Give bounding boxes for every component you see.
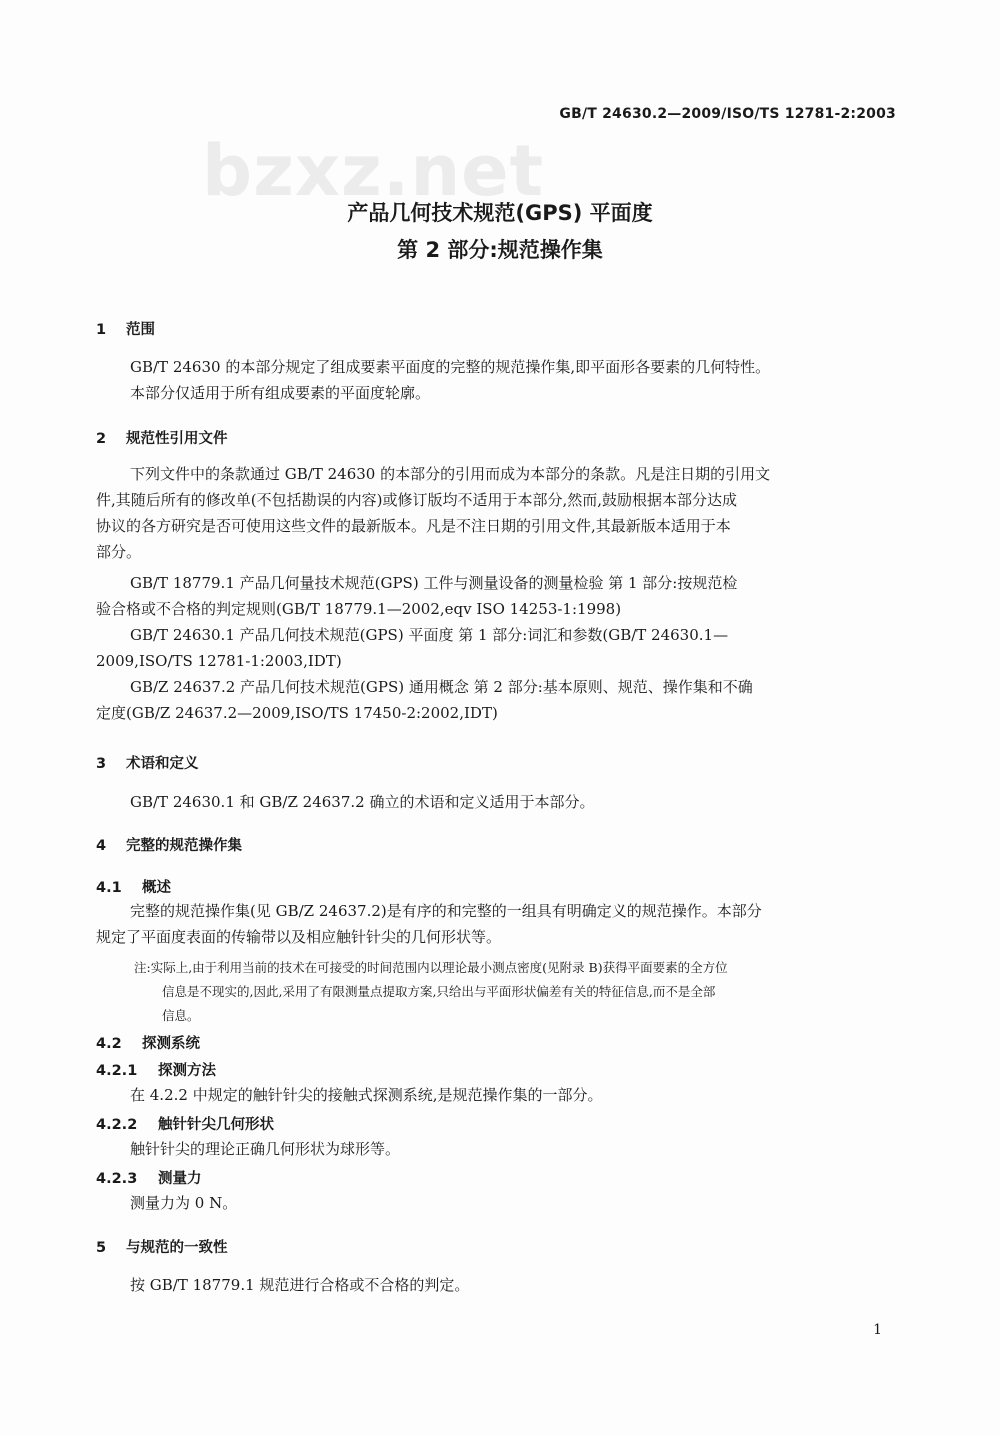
section-number: 5 [96, 1240, 107, 1256]
section-title: 范围 [126, 322, 155, 338]
section-title: 探测系统 [142, 1036, 200, 1052]
section-number: 3 [96, 756, 107, 772]
section-1-heading [96, 318, 155, 339]
section-4-1-heading [96, 876, 171, 897]
paragraph: 测量力为 0 N。 [130, 1194, 238, 1212]
section-4-2-heading [96, 1032, 200, 1053]
section-title: 探测方法 [158, 1063, 216, 1079]
paragraph-line: 部分。 [96, 543, 142, 561]
reference-item: GB/T 18779.1 产品几何量技术规范(GPS) 工件与测量设备的测量检验 第 1 部分:按规范检 [130, 574, 738, 592]
section-4-2-1-heading [96, 1059, 216, 1080]
paragraph-line: 下列文件中的条款通过 GB/T 24630 的本部分的引用而成为本部分的条款。凡是注日期的引用文 [130, 465, 771, 483]
paragraph: 触针针尖的理论正确几何形状为球形等。 [130, 1140, 401, 1158]
doc-title-line1: 产品几何技术规范(GPS) 平面度 [347, 201, 653, 225]
watermark: bzxz.net [202, 130, 545, 212]
section-title: 完整的规范操作集 [126, 838, 242, 854]
note-line: 信息。 [162, 1008, 200, 1023]
section-title: 术语和定义 [126, 756, 199, 772]
section-title: 测量力 [158, 1171, 202, 1187]
paragraph-line: 件,其随后所有的修改单(不包括勘误的内容)或修订版均不适用于本部分,然而,鼓励根据本部分达成 [96, 491, 738, 509]
section-4-2-2-heading [96, 1113, 274, 1134]
reference-item-cont: 2009,ISO/TS 12781-1:2003,IDT) [96, 652, 342, 670]
section-title: 概述 [142, 880, 171, 896]
section-number: 1 [96, 322, 107, 338]
section-1-body [96, 354, 906, 406]
note-line: 注:实际上,由于利用当前的技术在可接受的时间范围内以理论最小测点密度(见附录 B)获得平面要素的全方位 [134, 960, 728, 975]
standard-code: GB/T 24630.2—2009/ISO/TS 12781-2:2003 [559, 106, 896, 122]
paragraph-line: 完整的规范操作集(见 GB/Z 24637.2)是有序的和完整的一组具有明确定义的规范操作。本部分 [130, 902, 762, 920]
section-number: 4.1 [96, 880, 122, 896]
reference-item-cont: 定度(GB/Z 24637.2—2009,ISO/TS 17450-2:2002,IDT) [96, 704, 498, 722]
paragraph-line: 协议的各方研究是否可使用这些文件的最新版本。凡是不注日期的引用文件,其最新版本适用于本 [96, 517, 731, 535]
paragraph: 按 GB/T 18779.1 规范进行合格或不合格的判定。 [130, 1276, 470, 1294]
section-3-heading [96, 752, 199, 773]
section-number: 4.2.2 [96, 1117, 138, 1133]
section-4-2-1-body [96, 1082, 906, 1108]
section-4-1-body [96, 898, 906, 950]
reference-list [96, 570, 906, 726]
section-title: 规范性引用文件 [126, 431, 228, 447]
section-4-2-2-body [96, 1136, 906, 1162]
section-number: 4.2.3 [96, 1171, 138, 1187]
section-number: 4.2.1 [96, 1063, 138, 1079]
section-2-intro [96, 461, 906, 565]
paragraph: 在 4.2.2 中规定的触针针尖的接触式探测系统,是规范操作集的一部分。 [130, 1086, 603, 1104]
section-5-body [96, 1272, 906, 1298]
section-title: 触针针尖几何形状 [158, 1117, 274, 1133]
reference-item: GB/Z 24637.2 产品几何技术规范(GPS) 通用概念 第 2 部分:基本原则、规范、操作集和不确 [130, 678, 753, 696]
reference-item: GB/T 24630.1 产品几何技术规范(GPS) 平面度 第 1 部分:词汇和参数(GB/T 24630.1— [130, 626, 729, 644]
paragraph-line: 规定了平面度表面的传输带以及相应触针针尖的几何形状等。 [96, 928, 502, 946]
paragraph: GB/T 24630.1 和 GB/Z 24637.2 确立的术语和定义适用于本部分。 [130, 793, 595, 811]
section-2-heading [96, 427, 228, 448]
note-line: 信息是不现实的,因此,采用了有限测量点提取方案,只给出与平面形状偏差有关的特征信息,而不是全部 [162, 984, 716, 999]
section-3-body [96, 789, 906, 815]
section-number: 4.2 [96, 1036, 122, 1052]
section-4-2-3-heading [96, 1167, 202, 1188]
note [134, 956, 904, 1028]
paragraph: 本部分仅适用于所有组成要素的平面度轮廓。 [130, 384, 431, 402]
reference-item-cont: 验合格或不合格的判定规则(GB/T 18779.1—2002,eqv ISO 14253-1:1998) [96, 600, 622, 618]
section-4-heading [96, 834, 242, 855]
section-5-heading [96, 1236, 228, 1257]
page-number: 1 [873, 1322, 882, 1338]
section-4-2-3-body [96, 1190, 906, 1216]
doc-title-line2: 第 2 部分:规范操作集 [397, 238, 603, 262]
section-title: 与规范的一致性 [126, 1240, 228, 1256]
section-number: 4 [96, 838, 107, 854]
paragraph: GB/T 24630 的本部分规定了组成要素平面度的完整的规范操作集,即平面形各要素的几何特性。 [130, 358, 771, 376]
section-number: 2 [96, 431, 107, 447]
